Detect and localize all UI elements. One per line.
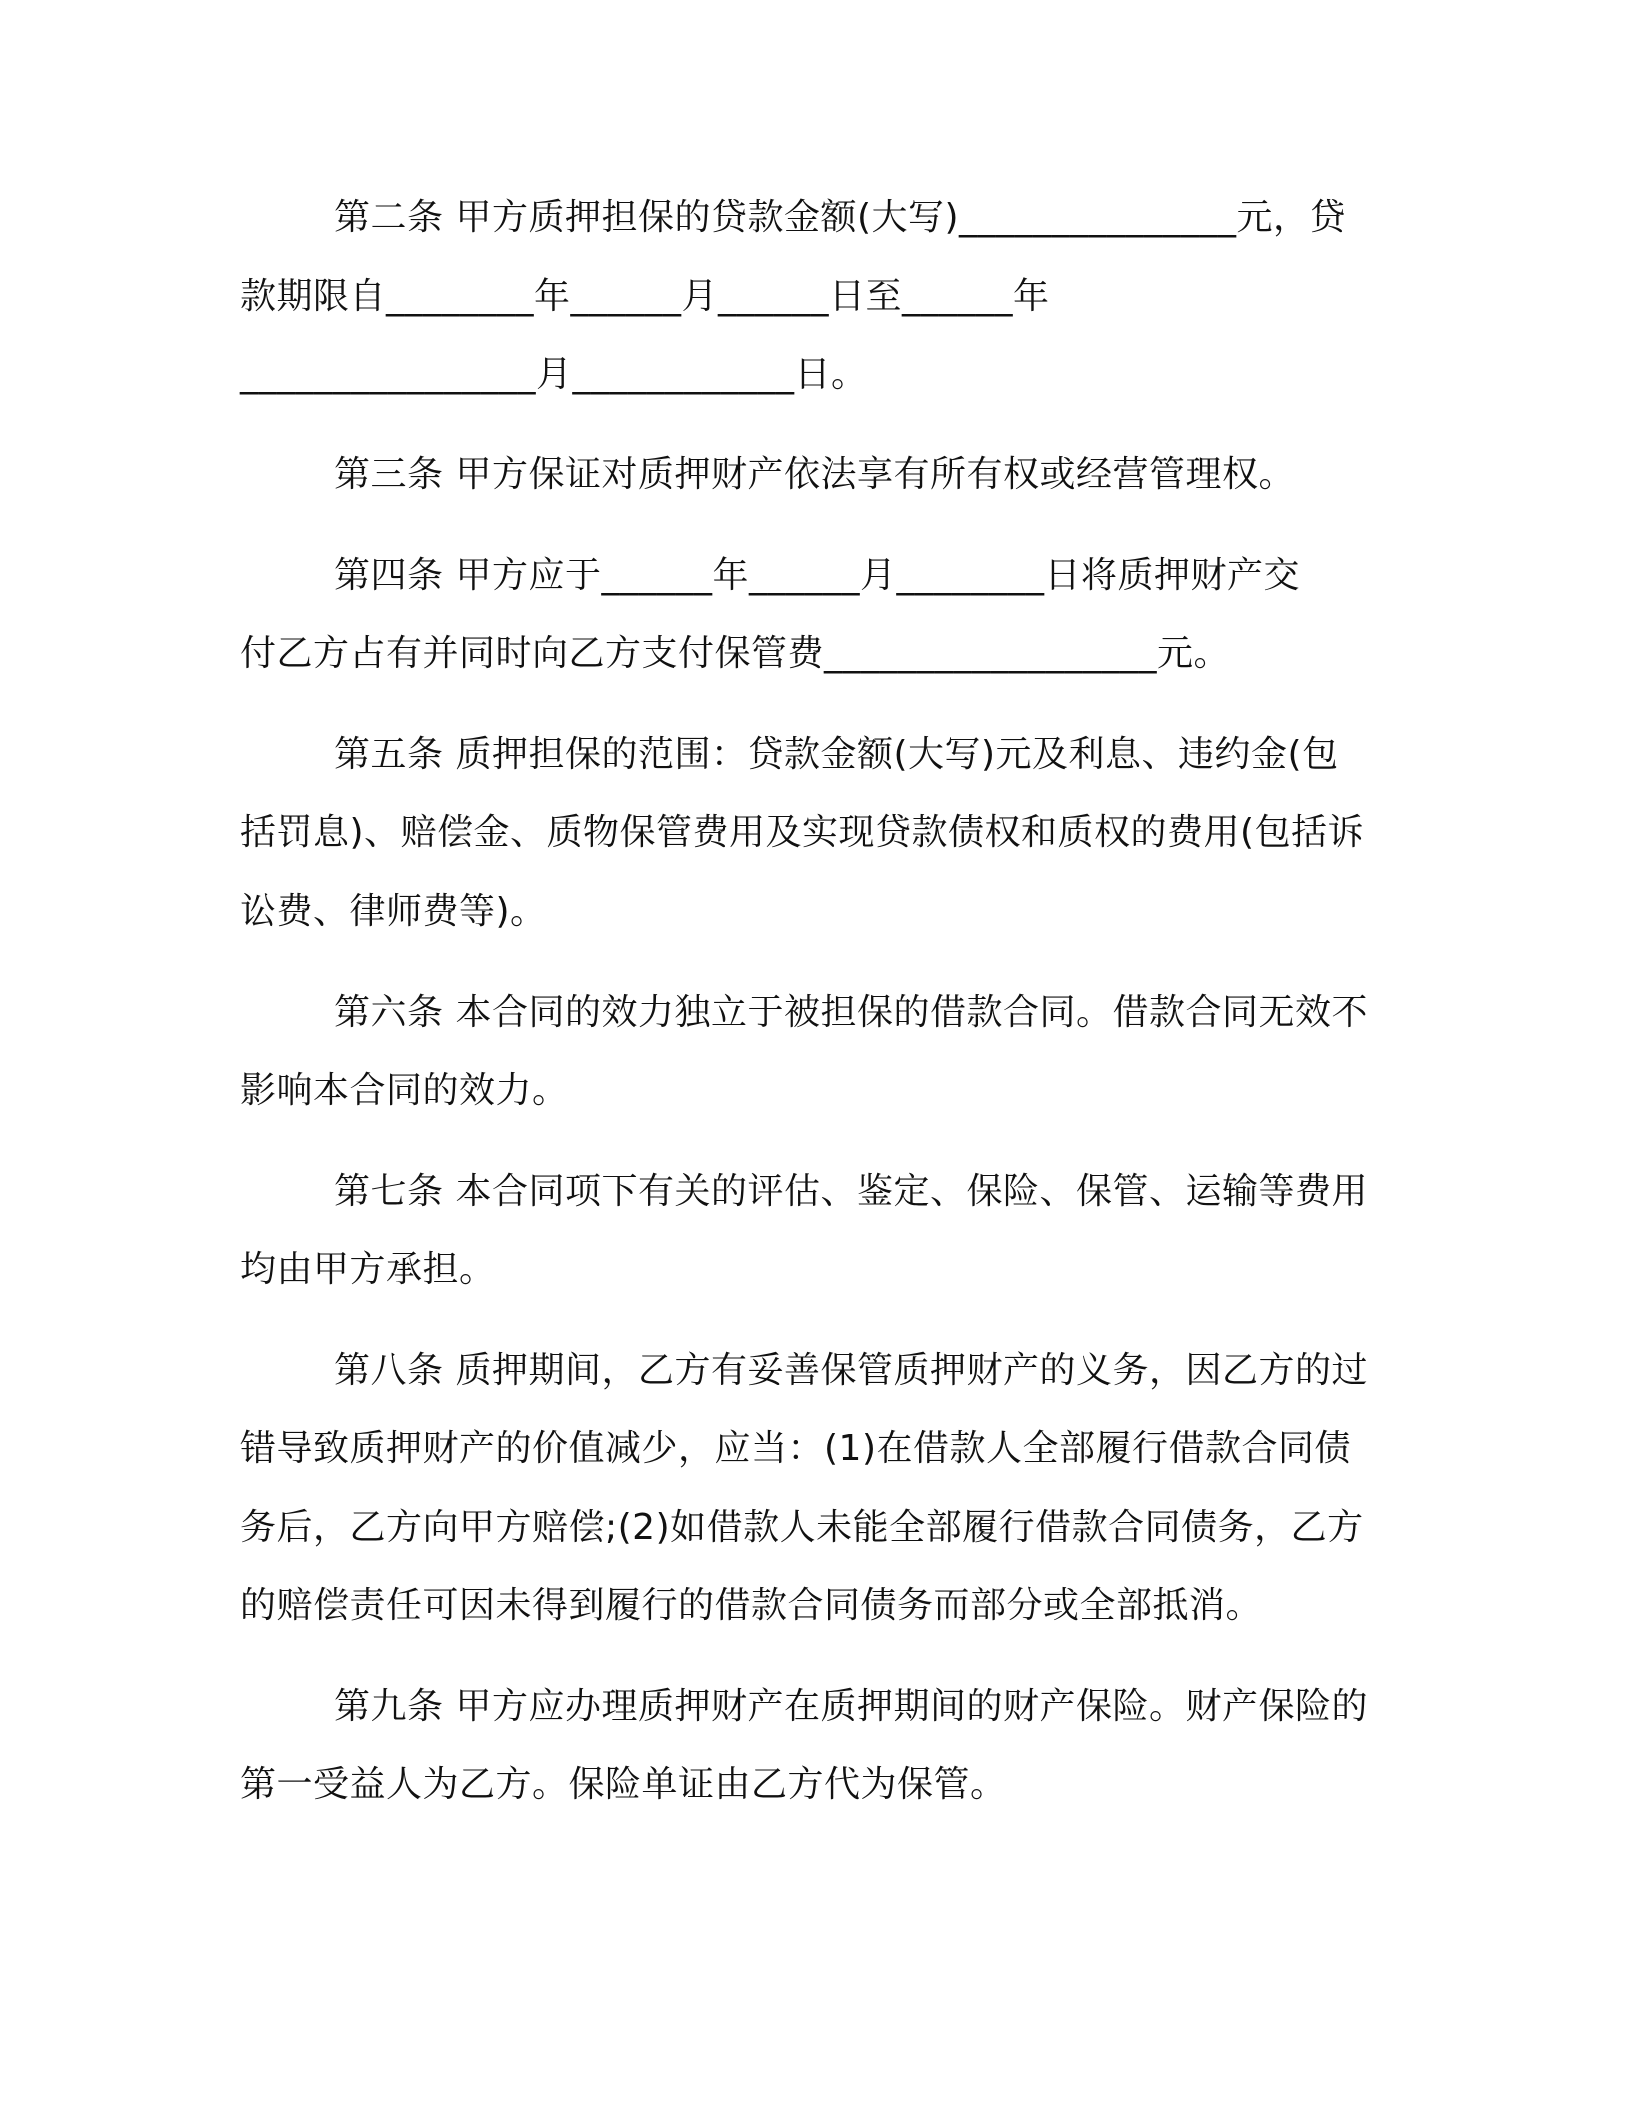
article-7-line-2: 均由甲方承担。 (240, 1249, 496, 1290)
article-4-line-1: 第四条 甲方应于______年______月________日将质押财产交 (334, 555, 1300, 596)
article-2-line-1: 第二条 甲方质押担保的贷款金额(大写)_______________元，贷 (334, 197, 1347, 238)
article-6-line-2: 影响本合同的效力。 (240, 1070, 569, 1111)
article-3-line-1: 第三条 甲方保证对质押财产依法享有所有权或经营管理权。 (334, 454, 1295, 495)
article-8-line-4: 的赔偿责任可因未得到履行的借款合同债务而部分或全部抵消。 (240, 1585, 1263, 1626)
article-5-line-1: 第五条 质押担保的范围：贷款金额(大写)元及利息、违约金(包 (334, 734, 1339, 775)
article-9-line-2: 第一受益人为乙方。保险单证由乙方代为保管。 (240, 1764, 1007, 1805)
article-5-line-3: 讼费、律师费等)。 (240, 891, 547, 932)
article-9-line-1: 第九条 甲方应办理质押财产在质押期间的财产保险。财产保险的 (334, 1686, 1368, 1727)
article-4-line-2: 付乙方占有并同时向乙方支付保管费__________________元。 (240, 633, 1231, 674)
article-8-line-2: 错导致质押财产的价值减少，应当：(1)在借款人全部履行借款合同债 (240, 1428, 1351, 1469)
article-8-line-3: 务后，乙方向甲方赔偿;(2)如借款人未能全部履行借款合同债务，乙方 (240, 1507, 1364, 1548)
article-6-line-1: 第六条 本合同的效力独立于被担保的借款合同。借款合同无效不 (334, 992, 1368, 1033)
article-7-line-1: 第七条 本合同项下有关的评估、鉴定、保险、保管、运输等费用 (334, 1171, 1368, 1212)
article-2-line-3: ________________月____________日。 (240, 354, 868, 395)
article-5-line-2: 括罚息)、赔偿金、质物保管费用及实现贷款债权和质权的费用(包括诉 (240, 812, 1365, 853)
article-2-line-2: 款期限自________年______月______日至______年 (240, 276, 1050, 317)
article-8-line-1: 第八条 质押期间，乙方有妥善保管质押财产的义务，因乙方的过 (334, 1350, 1368, 1391)
